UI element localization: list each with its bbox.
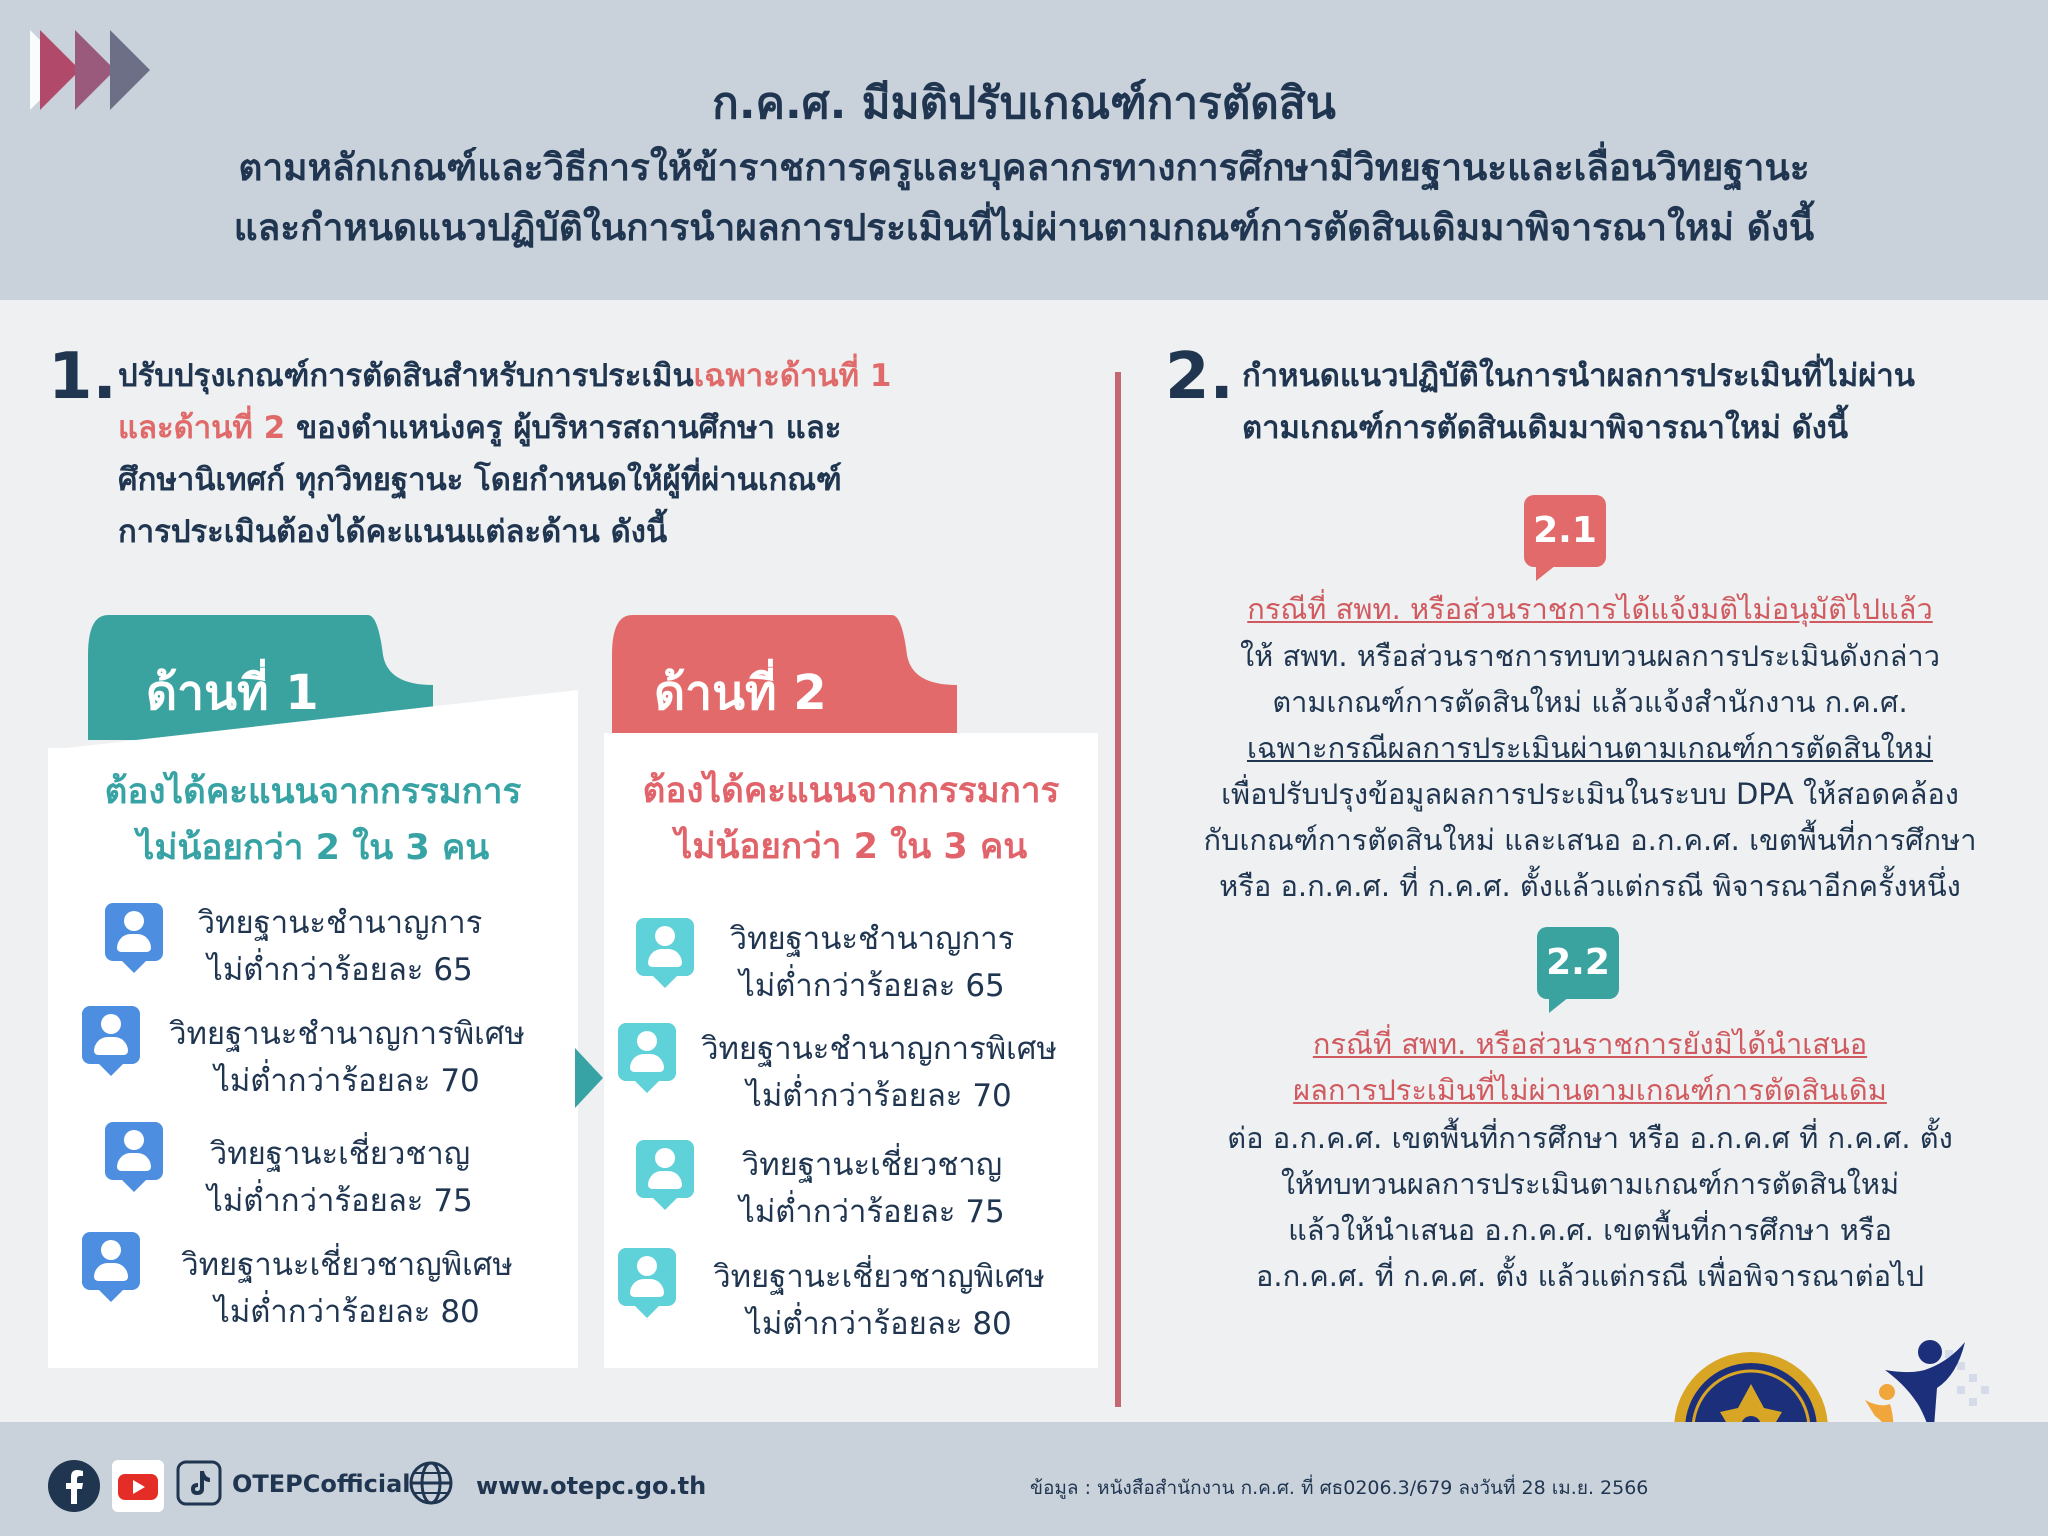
criteria-level: วิทยฐานะเชี่ยวชาญพิเศษ: [181, 1247, 513, 1283]
aspect2-head1: ต้องได้คะแนนจากกรรมการ: [642, 771, 1060, 811]
section-divider: [1115, 372, 1121, 1407]
page-subtitle-line2: และกำหนดแนวปฏิบัติในการนำผลการประเมินที่ไม่ผ่านตามกณฑ์การตัดสินเดิมมาพิจารณาใหม่ ดังนี้: [233, 206, 1815, 249]
criteria-level: วิทยฐานะเชี่ยวชาญ: [209, 1136, 471, 1172]
website-link[interactable]: www.otepc.go.th: [476, 1472, 707, 1500]
body-line: ต่อ อ.ก.ค.ศ. เขตพื้นที่การศึกษา หรือ อ.ก.ค.ศ ที่ ก.ค.ศ. ตั้ง: [1227, 1121, 1953, 1155]
criteria-level: วิทยฐานะเชี่ยวชาญ: [741, 1147, 1003, 1183]
body-line: เฉพาะกรณีผลการประเมินผ่านตามเกณฑ์การตัดสินใหม่: [1246, 731, 1934, 765]
source-citation: ข้อมูล : หนังสือสำนักงาน ก.ค.ศ. ที่ ศธ0206.3/679 ลงวันที่ 28 เม.ย. 2566: [1030, 1477, 1649, 1499]
aspect2-head2: ไม่น้อยกว่า 2 ใน 3 คน: [674, 827, 1028, 867]
globe-icon: [408, 1460, 454, 1506]
user-icon: [105, 903, 163, 961]
criteria-level: วิทยฐานะชำนาญการ: [729, 921, 1015, 957]
user-icon: [618, 1248, 676, 1306]
body-line: หรือ อ.ก.ค.ศ. ที่ ก.ค.ศ. ตั้งแล้วแต่กรณี พิจารณาอีกครั้งหนึ่ง: [1219, 869, 1961, 903]
section2-text: [1242, 350, 1915, 454]
criteria-threshold: ไม่ต่ำกว่าร้อยละ 70: [214, 1063, 480, 1099]
case2-heading-line2: ผลการประเมินที่ไม่ผ่านตามเกณฑ์การตัดสินเดิม: [1293, 1073, 1887, 1107]
user-icon: [82, 1232, 140, 1290]
body-line: กับเกณฑ์การตัดสินใหม่ และเสนอ อ.ก.ค.ศ. เขตพื้นที่การศึกษา: [1203, 823, 1977, 857]
section2-line1: กำหนดแนวปฏิบัติในการนำผลการประเมินที่ไม่ผ่าน: [1242, 358, 1915, 394]
aspect2-tab-label: ด้านที่ 2: [654, 665, 827, 721]
section2-number: 2.: [1165, 340, 1234, 414]
case2-heading-line1: กรณีที่ สพท. หรือส่วนราชการยังมิได้นำเสนอ: [1312, 1027, 1868, 1061]
criteria-level: วิทยฐานะเชี่ยวชาญพิเศษ: [713, 1259, 1045, 1295]
section1-text: [118, 350, 891, 558]
section2-line2: ตามเกณฑ์การตัดสินเดิมมาพิจารณาใหม่ ดังนี้: [1242, 410, 1849, 446]
body-line: ให้ทบทวนผลการประเมินตามเกณฑ์การตัดสินใหม่: [1280, 1167, 1900, 1201]
user-icon: [636, 918, 694, 976]
facebook-icon[interactable]: [48, 1460, 100, 1512]
section1-line2: และด้านที่ 2 ของตำแหน่งครู ผู้บริหารสถานศึกษา และ: [118, 410, 842, 446]
criteria-threshold: ไม่ต่ำกว่าร้อยละ 80: [746, 1306, 1012, 1342]
case2-badge: 2.2: [1537, 927, 1619, 999]
aspect1-head2: ไม่น้อยกว่า 2 ใน 3 คน: [136, 828, 490, 868]
body-line: แล้วให้นำเสนอ อ.ก.ค.ศ. เขตพื้นที่การศึกษา หรือ: [1288, 1213, 1892, 1247]
user-icon: [636, 1140, 694, 1198]
section1-line3: ศึกษานิเทศก์ ทุกวิทยฐานะ โดยกำหนดให้ผู้ที่ผ่านเกณฑ์: [118, 462, 842, 498]
criteria-threshold: ไม่ต่ำกว่าร้อยละ 75: [207, 1183, 473, 1219]
section1-number: 1.: [48, 340, 117, 414]
criteria-threshold: ไม่ต่ำกว่าร้อยละ 70: [746, 1078, 1012, 1114]
aspect1-tab-label: ด้านที่ 1: [146, 665, 319, 721]
section1-line1: ปรับปรุงเกณฑ์การตัดสินสำหรับการประเมินเฉพาะด้านที่ 1: [118, 358, 892, 394]
criteria-level: วิทยฐานะชำนาญการพิเศษ: [169, 1016, 525, 1052]
page-subtitle-line1: ตามหลักเกณฑ์และวิธีการให้ข้าราชการครูและบุคลากรทางการศึกษามีวิทยฐานะและเลื่อนวิทยฐานะ: [238, 146, 1810, 189]
next-arrow-icon: [575, 1048, 605, 1108]
youtube-icon[interactable]: [112, 1460, 164, 1512]
criteria-level: วิทยฐานะชำนาญการพิเศษ: [701, 1031, 1057, 1067]
aspect2-tab: [612, 615, 957, 735]
user-icon: [618, 1023, 676, 1081]
body-line: ตามเกณฑ์การตัดสินใหม่ แล้วแจ้งสำนักงาน ก.ค.ศ.: [1272, 685, 1908, 719]
body-line: ให้ สพท. หรือส่วนราชการทบทวนผลการประเมินดังกล่าว: [1240, 639, 1940, 673]
case1-heading: กรณีที่ สพท. หรือส่วนราชการได้แจ้งมติไม่อนุมัติไปแล้ว: [1247, 592, 1933, 626]
page-title: ก.ค.ศ. มีมติปรับเกณฑ์การตัดสิน: [712, 78, 1336, 129]
criteria-level: วิทยฐานะชำนาญการ: [197, 905, 483, 941]
body-line: อ.ก.ค.ศ. ที่ ก.ค.ศ. ตั้ง แล้วแต่กรณี เพื่อพิจารณาต่อไป: [1255, 1259, 1925, 1293]
section1-line4: การประเมินต้องได้คะแนนแต่ละด้าน ดังนี้: [118, 514, 668, 550]
body-line: เพื่อปรับปรุงข้อมูลผลการประเมินในระบบ DPA ให้สอดคล้อง: [1221, 777, 1959, 811]
aspect1-card-top: [48, 690, 578, 750]
criteria-threshold: ไม่ต่ำกว่าร้อยละ 75: [739, 1194, 1005, 1230]
tiktok-icon[interactable]: [176, 1460, 222, 1506]
case1-badge: 2.1: [1524, 495, 1606, 567]
user-icon: [82, 1006, 140, 1064]
aspect1-head1: ต้องได้คะแนนจากกรรมการ: [104, 772, 522, 812]
criteria-threshold: ไม่ต่ำกว่าร้อยละ 65: [739, 968, 1005, 1004]
user-icon: [105, 1122, 163, 1180]
criteria-threshold: ไม่ต่ำกว่าร้อยละ 80: [214, 1294, 480, 1330]
criteria-threshold: ไม่ต่ำกว่าร้อยละ 65: [207, 952, 473, 988]
social-handle[interactable]: OTEPCofficial: [232, 1470, 411, 1498]
